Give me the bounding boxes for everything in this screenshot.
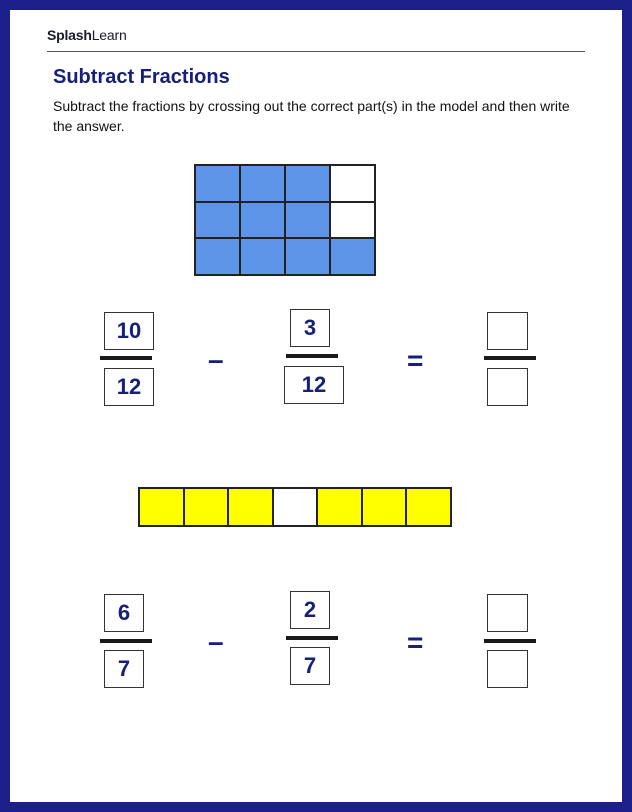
strip-model-cell-6[interactable] [362,488,407,526]
grid-model-cell-12[interactable] [330,238,375,275]
grid-model-cell-9[interactable] [195,238,240,275]
strip-model-cell-2[interactable] [184,488,229,526]
grid-model-cell-10[interactable] [240,238,285,275]
p1-fraction2-numerator: 3 [290,309,330,347]
p2-fraction2-numerator: 2 [290,591,330,629]
grid-model-cell-6[interactable] [240,202,285,239]
brand-logo [47,27,127,43]
p2-answer-numerator[interactable] [487,594,528,632]
grid-model-cell-2[interactable] [240,165,285,202]
grid-model-cell-8[interactable] [330,202,375,239]
worksheet-page [10,10,622,802]
brand-light: Learn [91,27,127,43]
grid-model-cell-7[interactable] [285,202,330,239]
strip-model-cell-3[interactable] [228,488,273,526]
p2-fraction2-denominator: 7 [290,647,330,685]
p1-minus-sign: – [208,344,224,375]
strip-model-cell-5[interactable] [317,488,362,526]
brand-bold: Splash [47,27,92,43]
grid-model-cell-3[interactable] [285,165,330,202]
grid-model-cell-4[interactable] [330,165,375,202]
p1-answer-numerator[interactable] [487,312,528,350]
p2-fraction2-bar [286,636,338,640]
p2-fraction1-bar [100,639,152,643]
worksheet-title: Subtract Fractions [53,66,230,88]
strip-model-cell-4[interactable] [273,488,318,526]
worksheet-instructions: Subtract the fractions by crossing out the correct part(s) in the model and then write the answer. [53,98,570,134]
p2-fraction1-denominator: 7 [104,650,144,688]
strip-model-cell-7[interactable] [406,488,451,526]
p1-answer-bar [484,356,536,360]
p1-fraction1-denominator: 12 [104,368,154,406]
p1-fraction2-bar [286,354,338,358]
p2-equals-sign: = [407,627,424,658]
p1-fraction1-numerator: 10 [104,312,154,350]
p2-fraction1-numerator: 6 [104,594,144,632]
strip-model-cell-1[interactable] [139,488,184,526]
p1-fraction1-bar [100,356,152,360]
p1-fraction2-denominator: 12 [284,366,344,404]
header-divider [47,51,585,52]
grid-model-cell-1[interactable] [195,165,240,202]
p1-equals-sign: = [407,345,424,376]
grid-model-cell-11[interactable] [285,238,330,275]
p1-answer-denominator[interactable] [487,368,528,406]
p2-answer-bar [484,639,536,643]
fraction-strip-model[interactable] [138,487,452,527]
grid-model-cell-5[interactable] [195,202,240,239]
p2-minus-sign: – [208,626,224,657]
p2-answer-denominator[interactable] [487,650,528,688]
fraction-grid-model[interactable] [194,164,376,276]
